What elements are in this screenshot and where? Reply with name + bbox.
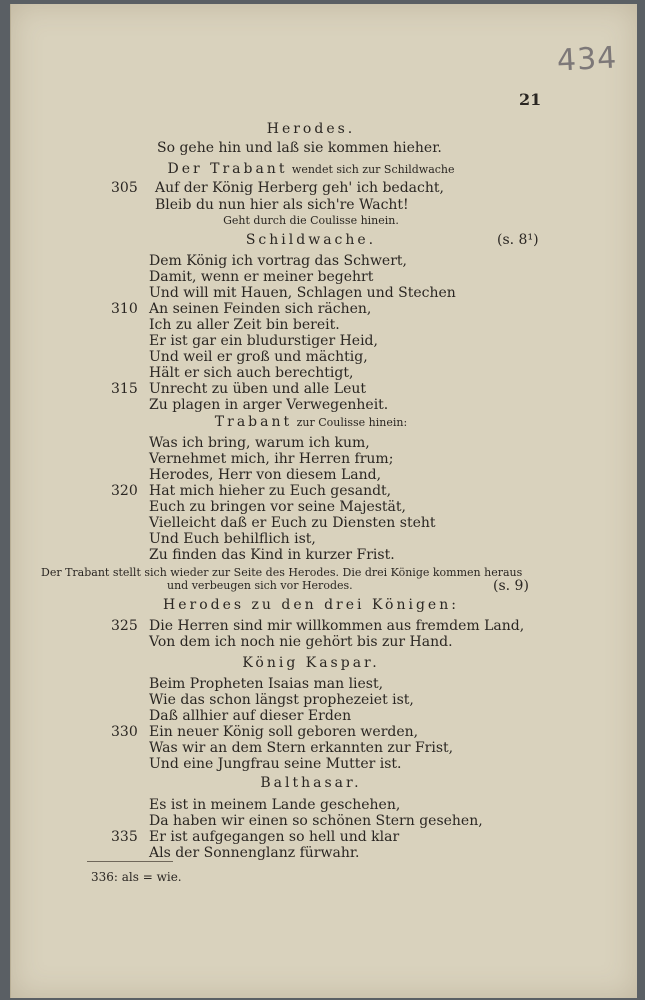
verse-line: Was ich bring, warum ich kum, — [149, 435, 370, 451]
line-number: 325 — [111, 618, 138, 634]
verse-line: Damit, wenn er meiner begehrt — [149, 269, 374, 285]
verse-line: Von dem ich noch nie gehört bis zur Hand. — [149, 634, 453, 650]
verse-line: Hat mich hieher zu Euch gesandt, — [149, 483, 392, 499]
verse-line: Er ist aufgegangen so hell und klar — [149, 829, 400, 845]
stage-direction: wendet sich zur Schildwache — [291, 163, 455, 176]
verse-line: Beim Propheten Isaias man liest, — [149, 676, 384, 692]
speaker-trabant: Der Trabant — [167, 161, 288, 177]
page-number: 21 — [519, 90, 542, 109]
verse-line: Auf der König Herberg geh' ich bedacht, — [155, 180, 444, 196]
speaker-herodes: Herodes zu den drei Königen: — [163, 597, 459, 613]
footnote-rule — [87, 861, 173, 862]
book-page — [10, 4, 637, 998]
reference: (s. 8¹) — [497, 232, 539, 248]
speaker-trabant: Trabant — [214, 414, 293, 430]
verse-line: Was wir an dem Stern erkannten zur Frist, — [149, 740, 454, 756]
line-number: 315 — [111, 381, 138, 397]
line-number: 335 — [111, 829, 138, 845]
speaker-trabant-heading — [11, 161, 611, 177]
verse-line: Hält er sich auch berechtigt, — [149, 365, 354, 381]
verse-line: So gehe hin und laß sie kommen hieher. — [157, 140, 442, 156]
verse-line: An seinen Feinden sich rächen, — [149, 301, 372, 317]
verse-line: Daß allhier auf dieser Erden — [149, 708, 352, 724]
verse-line: Und eine Jungfrau seine Mutter ist. — [149, 756, 402, 772]
verse-line: Dem König ich vortrag das Schwert, — [149, 253, 407, 269]
speaker-balthasar: Balthasar. — [260, 775, 362, 791]
speaker-trabant-heading — [11, 414, 611, 430]
reference: (s. 9) — [493, 578, 529, 594]
line-number: 310 — [111, 301, 138, 317]
stage-direction: und verbeugen sich vor Herodes. — [167, 579, 353, 592]
verse-line: Unrecht zu üben und alle Leut — [149, 381, 367, 397]
footnote: 336: als = wie. — [91, 870, 182, 884]
verse-line: Und Euch behilflich ist, — [149, 531, 316, 547]
verse-line: Bleib du nun hier als sich're Wacht! — [155, 197, 409, 213]
stage-direction: zur Coulisse hinein: — [296, 416, 408, 429]
verse-line: Zu plagen in arger Verwegenheit. — [149, 397, 389, 413]
verse-line: Wie das schon längst prophezeiet ist, — [149, 692, 414, 708]
verse-line: Da haben wir einen so schönen Stern gesehen, — [149, 813, 483, 829]
verse-line: Zu finden das Kind in kurzer Frist. — [149, 547, 395, 563]
verse-line: Euch zu bringen vor seine Majestät, — [149, 499, 406, 515]
stage-direction: Der Trabant stellt sich wieder zur Seite des Herodes. Die drei Könige kommen heraus — [41, 566, 523, 579]
speaker-herodes: Herodes. — [266, 121, 356, 137]
verse-line: Herodes, Herr von diesem Land, — [149, 467, 382, 483]
speaker-koenig-kaspar: König Kaspar. — [242, 655, 380, 671]
verse-line: Ich zu aller Zeit bin bereit. — [149, 317, 340, 333]
verse-line: Er ist gar ein bludurstiger Heid, — [149, 333, 378, 349]
verse-line: Als der Sonnenglanz fürwahr. — [149, 845, 360, 861]
verse-line: Und will mit Hauen, Schlagen und Stechen — [149, 285, 456, 301]
line-number: 305 — [111, 180, 138, 196]
stage-direction: Geht durch die Coulisse hinein. — [223, 214, 399, 227]
verse-line: Ein neuer König soll geboren werden, — [149, 724, 419, 740]
verse-line: Vielleicht daß er Euch zu Diensten steht — [149, 515, 436, 531]
line-number: 320 — [111, 483, 138, 499]
line-number: 330 — [111, 724, 138, 740]
verse-line: Es ist in meinem Lande geschehen, — [149, 797, 401, 813]
handwritten-page-number: 434 — [556, 40, 619, 79]
verse-line: Die Herren sind mir willkommen aus fremdem Land, — [149, 618, 525, 634]
verse-line: Und weil er groß und mächtig, — [149, 349, 368, 365]
verse-line: Vernehmet mich, ihr Herren frum; — [149, 451, 394, 467]
speaker-schildwache: Schildwache. — [245, 232, 377, 248]
